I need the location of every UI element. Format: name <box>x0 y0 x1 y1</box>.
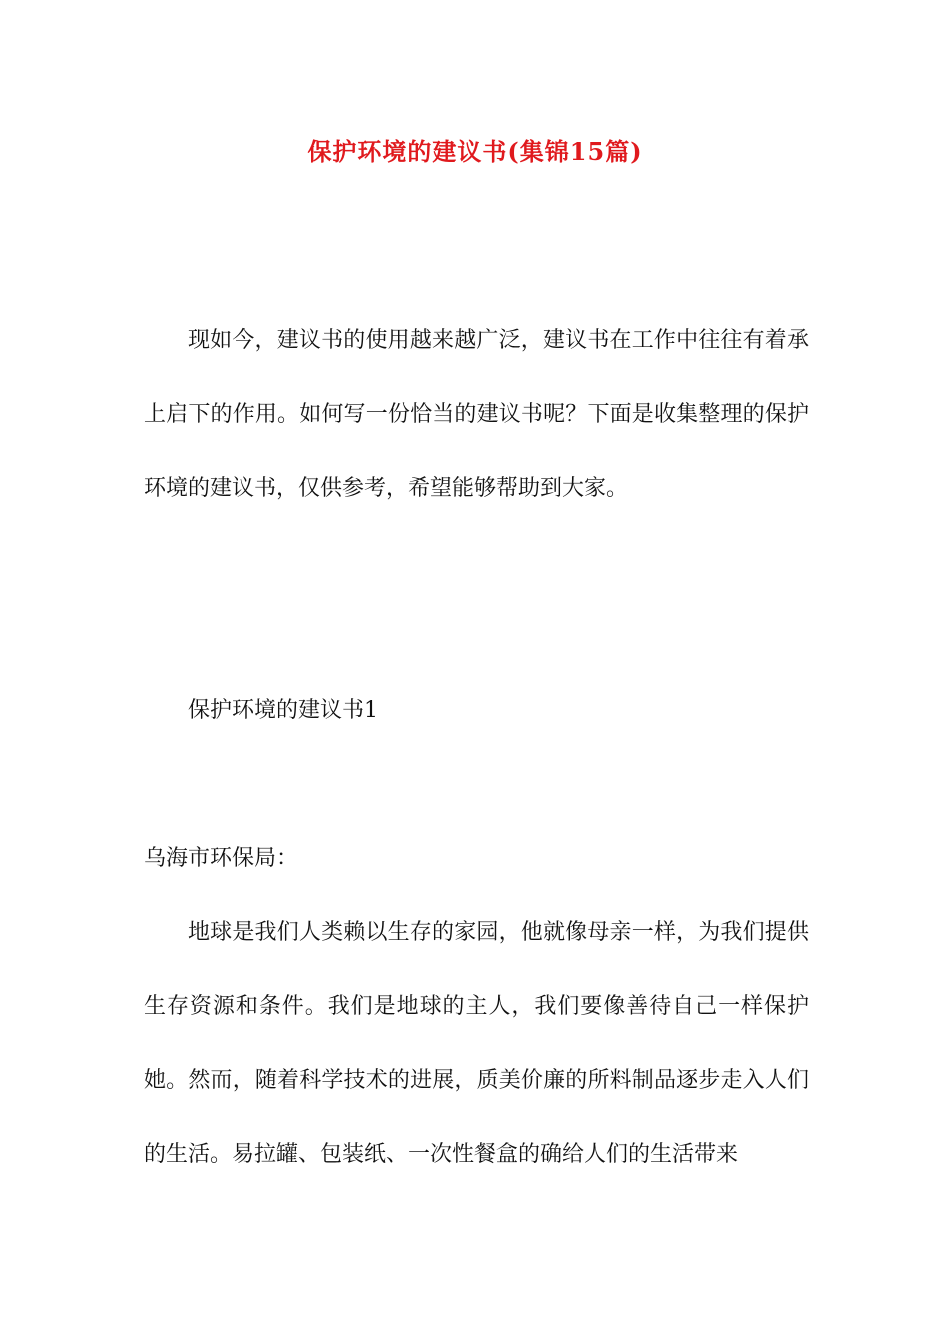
document-title: 保护环境的建议书(集锦15篇) <box>307 137 643 166</box>
body-paragraph: 地球是我们人类赖以生存的家园，他就像母亲一样，为我们提供生存资源和条件。我们是地球的主人，我们要像善待自己一样保护她。然而，随着科学技术的进展，质美价廉的所料制品逐步走入人们的生活。易拉罐、包装纸、一次性餐盒的确给人们的生活带来 <box>144 920 809 1167</box>
letter-recipient: 乌海市环保局： <box>144 846 299 871</box>
intro-paragraph: 现如今，建议书的使用越来越广泛，建议书在工作中往往有着承上启下的作用。如何写一份恰当的建议书呢？下面是收集整理的保护环境的建议书，仅供参考，希望能够帮助到大家。 <box>144 328 809 501</box>
section-heading: 保护环境的建议书1 <box>188 698 378 723</box>
